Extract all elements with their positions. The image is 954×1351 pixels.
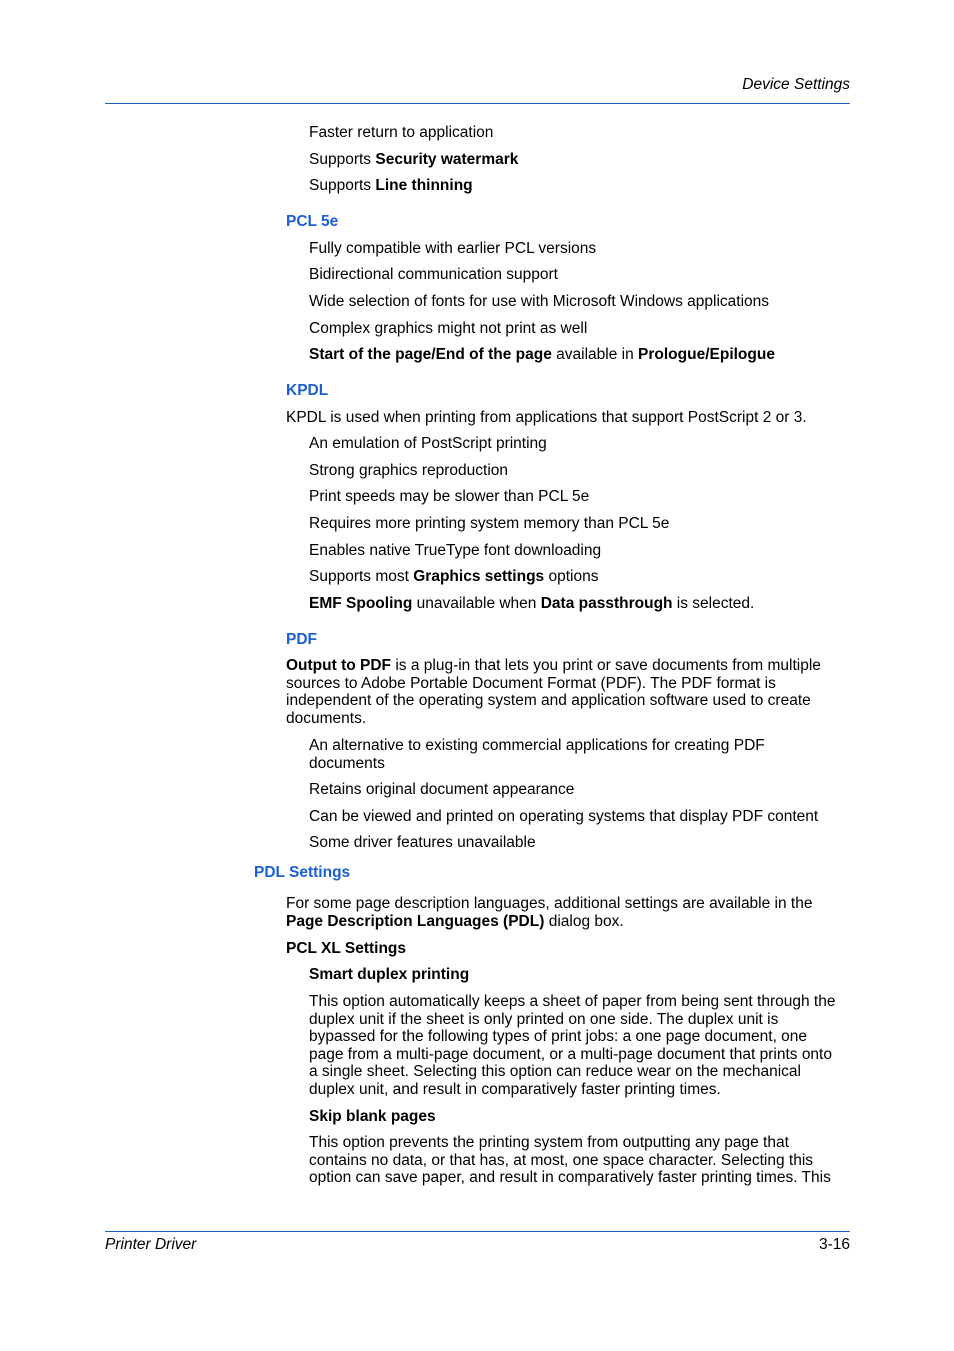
section-heading-pcl5e: PCL 5e xyxy=(286,213,339,230)
section-heading-pdf: PDF xyxy=(286,631,317,648)
list-item: Enables native TrueType font downloading xyxy=(309,542,602,559)
list-item: Print speeds may be slower than PCL 5e xyxy=(309,488,590,505)
list-item: Faster return to application xyxy=(309,124,494,141)
list-item: Strong graphics reproduction xyxy=(309,462,509,479)
footer-rule xyxy=(105,1231,850,1232)
skip-blank-pages-description: This option prevents the printing system from outputting any page that contains no data, or that has, at most, one space character. Selecting this option can save paper, and result in comparatively faster printing times. This xyxy=(309,1134,831,1187)
kpdl-intro: KPDL is used when printing from applications that support PostScript 2 or 3. xyxy=(286,409,807,426)
page-number: 3-16 xyxy=(818,1236,850,1253)
skip-blank-pages-heading: Skip blank pages xyxy=(309,1108,436,1125)
list-item: Start of the page/End of the page available in Prologue/Epilogue xyxy=(309,346,775,363)
list-item: Requires more printing system memory than PCL 5e xyxy=(309,515,670,532)
footer-title: Printer Driver xyxy=(105,1236,197,1253)
list-item: Supports Line thinning xyxy=(309,177,473,194)
list-item: Some driver features unavailable xyxy=(309,834,536,851)
list-item: Complex graphics might not print as well xyxy=(309,320,588,337)
list-item: EMF Spooling unavailable when Data passthrough is selected. xyxy=(309,595,755,612)
list-item: Fully compatible with earlier PCL versions xyxy=(309,240,597,257)
list-item: Wide selection of fonts for use with Microsoft Windows applications xyxy=(309,293,770,310)
running-header: Device Settings xyxy=(742,76,850,93)
list-item: Supports Security watermark xyxy=(309,151,519,168)
list-item: Bidirectional communication support xyxy=(309,266,558,283)
smart-duplex-heading: Smart duplex printing xyxy=(309,966,470,983)
list-item: An emulation of PostScript printing xyxy=(309,435,547,452)
section-heading-pdl-settings: PDL Settings xyxy=(254,864,351,881)
pcl-xl-subheading: PCL XL Settings xyxy=(286,940,407,957)
header-rule xyxy=(105,103,850,104)
list-item: Supports most Graphics settings options xyxy=(309,568,599,585)
smart-duplex-description: This option automatically keeps a sheet of paper from being sent through the duplex unit if the sheet is only printed on one side. The duplex unit is bypassed for the following types of print jobs: a one page document, one page from a multi-page document, or a multi-page document that prints onto a single sheet. Selecting this option can reduce wear on the mechanical duplex unit, and result in comparatively faster printing times. xyxy=(309,993,836,1098)
list-item: Can be viewed and printed on operating systems that display PDF content xyxy=(309,808,819,825)
list-item: Retains original document appearance xyxy=(309,781,575,798)
list-item: An alternative to existing commercial applications for creating PDF documents xyxy=(309,737,765,772)
section-heading-kpdl: KPDL xyxy=(286,382,329,399)
pdl-intro: For some page description languages, additional settings are available in the Page Description Languages (PDL) dialog box. xyxy=(286,895,813,930)
pdf-intro: Output to PDF is a plug-in that lets you print or save documents from multiple sources to Adobe Portable Document Format (PDF). The PDF format is independent of the operating system and application software used to create documents. xyxy=(286,657,821,727)
